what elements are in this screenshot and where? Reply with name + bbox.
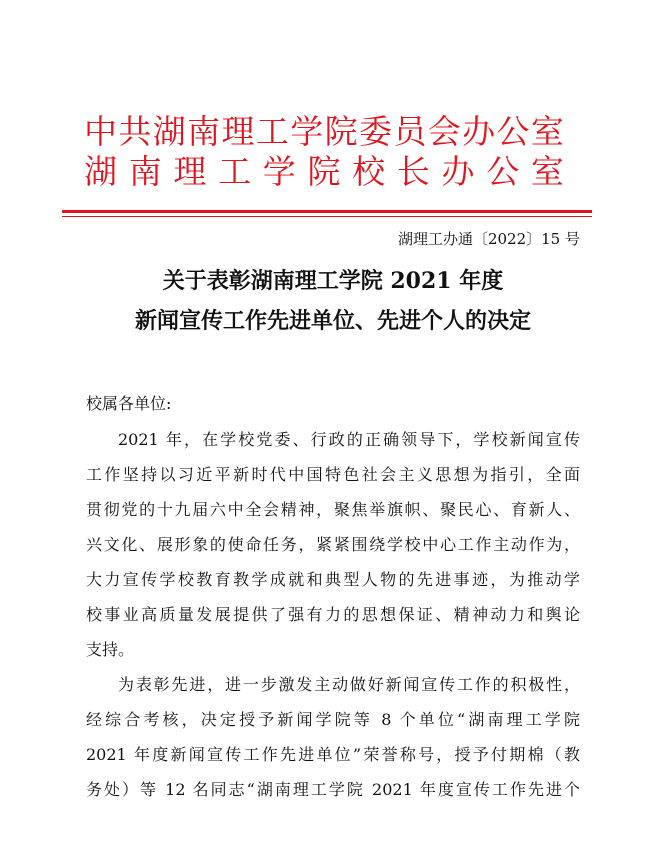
letterhead-char: 中: [84, 112, 117, 151]
letterhead-char: 学: [262, 152, 296, 191]
letterhead-char: 室: [530, 152, 564, 191]
letterhead-char: 湖: [84, 152, 117, 191]
letterhead-char: 公: [486, 152, 520, 191]
paragraph-2-line: 为表彰先进，进一步激发主动做好新闻宣传工作的积极性，: [118, 675, 580, 694]
paragraph-2-line: 2021 年度新闻宣传工作先进单位”荣誉称号，授予付期棉（教: [86, 745, 580, 764]
letterhead-char: 学: [290, 112, 324, 151]
letterhead-char: 公: [496, 112, 530, 151]
letterhead-char: 院: [324, 112, 358, 151]
letterhead-line-2: [84, 152, 564, 192]
letterhead-char: 长: [396, 152, 430, 191]
paragraph-1-line: 校事业高质量发展提供了强有力的思想保证、精神动力和舆论: [86, 605, 580, 624]
paragraph-1-line: 贯彻党的十九届六中全会精神，聚焦举旗帜、聚民心、育新人、: [86, 500, 580, 519]
document-number: 湖理工办通〔2022〕15 号: [397, 230, 580, 248]
letterhead-char: 会: [427, 112, 461, 151]
document-title-line-1: 关于表彰湖南理工学院 2021 年度: [162, 268, 504, 294]
letterhead-char: 校: [352, 152, 386, 191]
letterhead-char: 室: [530, 112, 564, 151]
letterhead-char: 南: [187, 112, 221, 151]
salutation: 校属各单位:: [86, 394, 172, 413]
paragraph-2-line: 务处）等 12 名同志“湖南理工学院 2021 年度宣传工作先进个: [86, 780, 580, 799]
paragraph-1-line: 大力宣传学校教育教学成就和典型人物的先进事迹，为推动学: [86, 570, 580, 589]
letterhead-char: 院: [307, 152, 341, 191]
paragraph-1-line: 支持。: [86, 640, 135, 659]
letterhead-char: 办: [441, 152, 475, 191]
letterhead-divider-thick: [62, 210, 592, 213]
paragraph-2-line: 经综合考核，决定授予新闻学院等 8 个单位“湖南理工学院: [86, 710, 580, 729]
letterhead-char: 办: [462, 112, 496, 151]
letterhead-char: 理: [173, 152, 207, 191]
letterhead-char: 湖: [152, 112, 186, 151]
letterhead-char: 工: [255, 112, 289, 151]
paragraph-1-line: 2021 年，在学校党委、行政的正确领导下，学校新闻宣传: [118, 430, 580, 449]
letterhead-char: 工: [218, 152, 252, 191]
paragraph-1-line: 工作坚持以习近平新时代中国特色社会主义思想为指引，全面: [86, 465, 580, 484]
letterhead-char: 南: [128, 152, 162, 191]
letterhead-line-1: [84, 112, 564, 152]
letterhead-char: 委: [359, 112, 392, 151]
letterhead-char: 共: [118, 112, 152, 151]
document-title-line-2: 新闻宣传工作先进单位、先进个人的决定: [134, 308, 531, 334]
letterhead-char: 理: [221, 112, 255, 151]
paragraph-1-line: 兴文化、展形象的使命任务，紧紧围绕学校中心工作主动作为，: [86, 535, 580, 554]
letterhead-char: 员: [393, 112, 427, 151]
letterhead-divider-thin: [62, 216, 592, 217]
